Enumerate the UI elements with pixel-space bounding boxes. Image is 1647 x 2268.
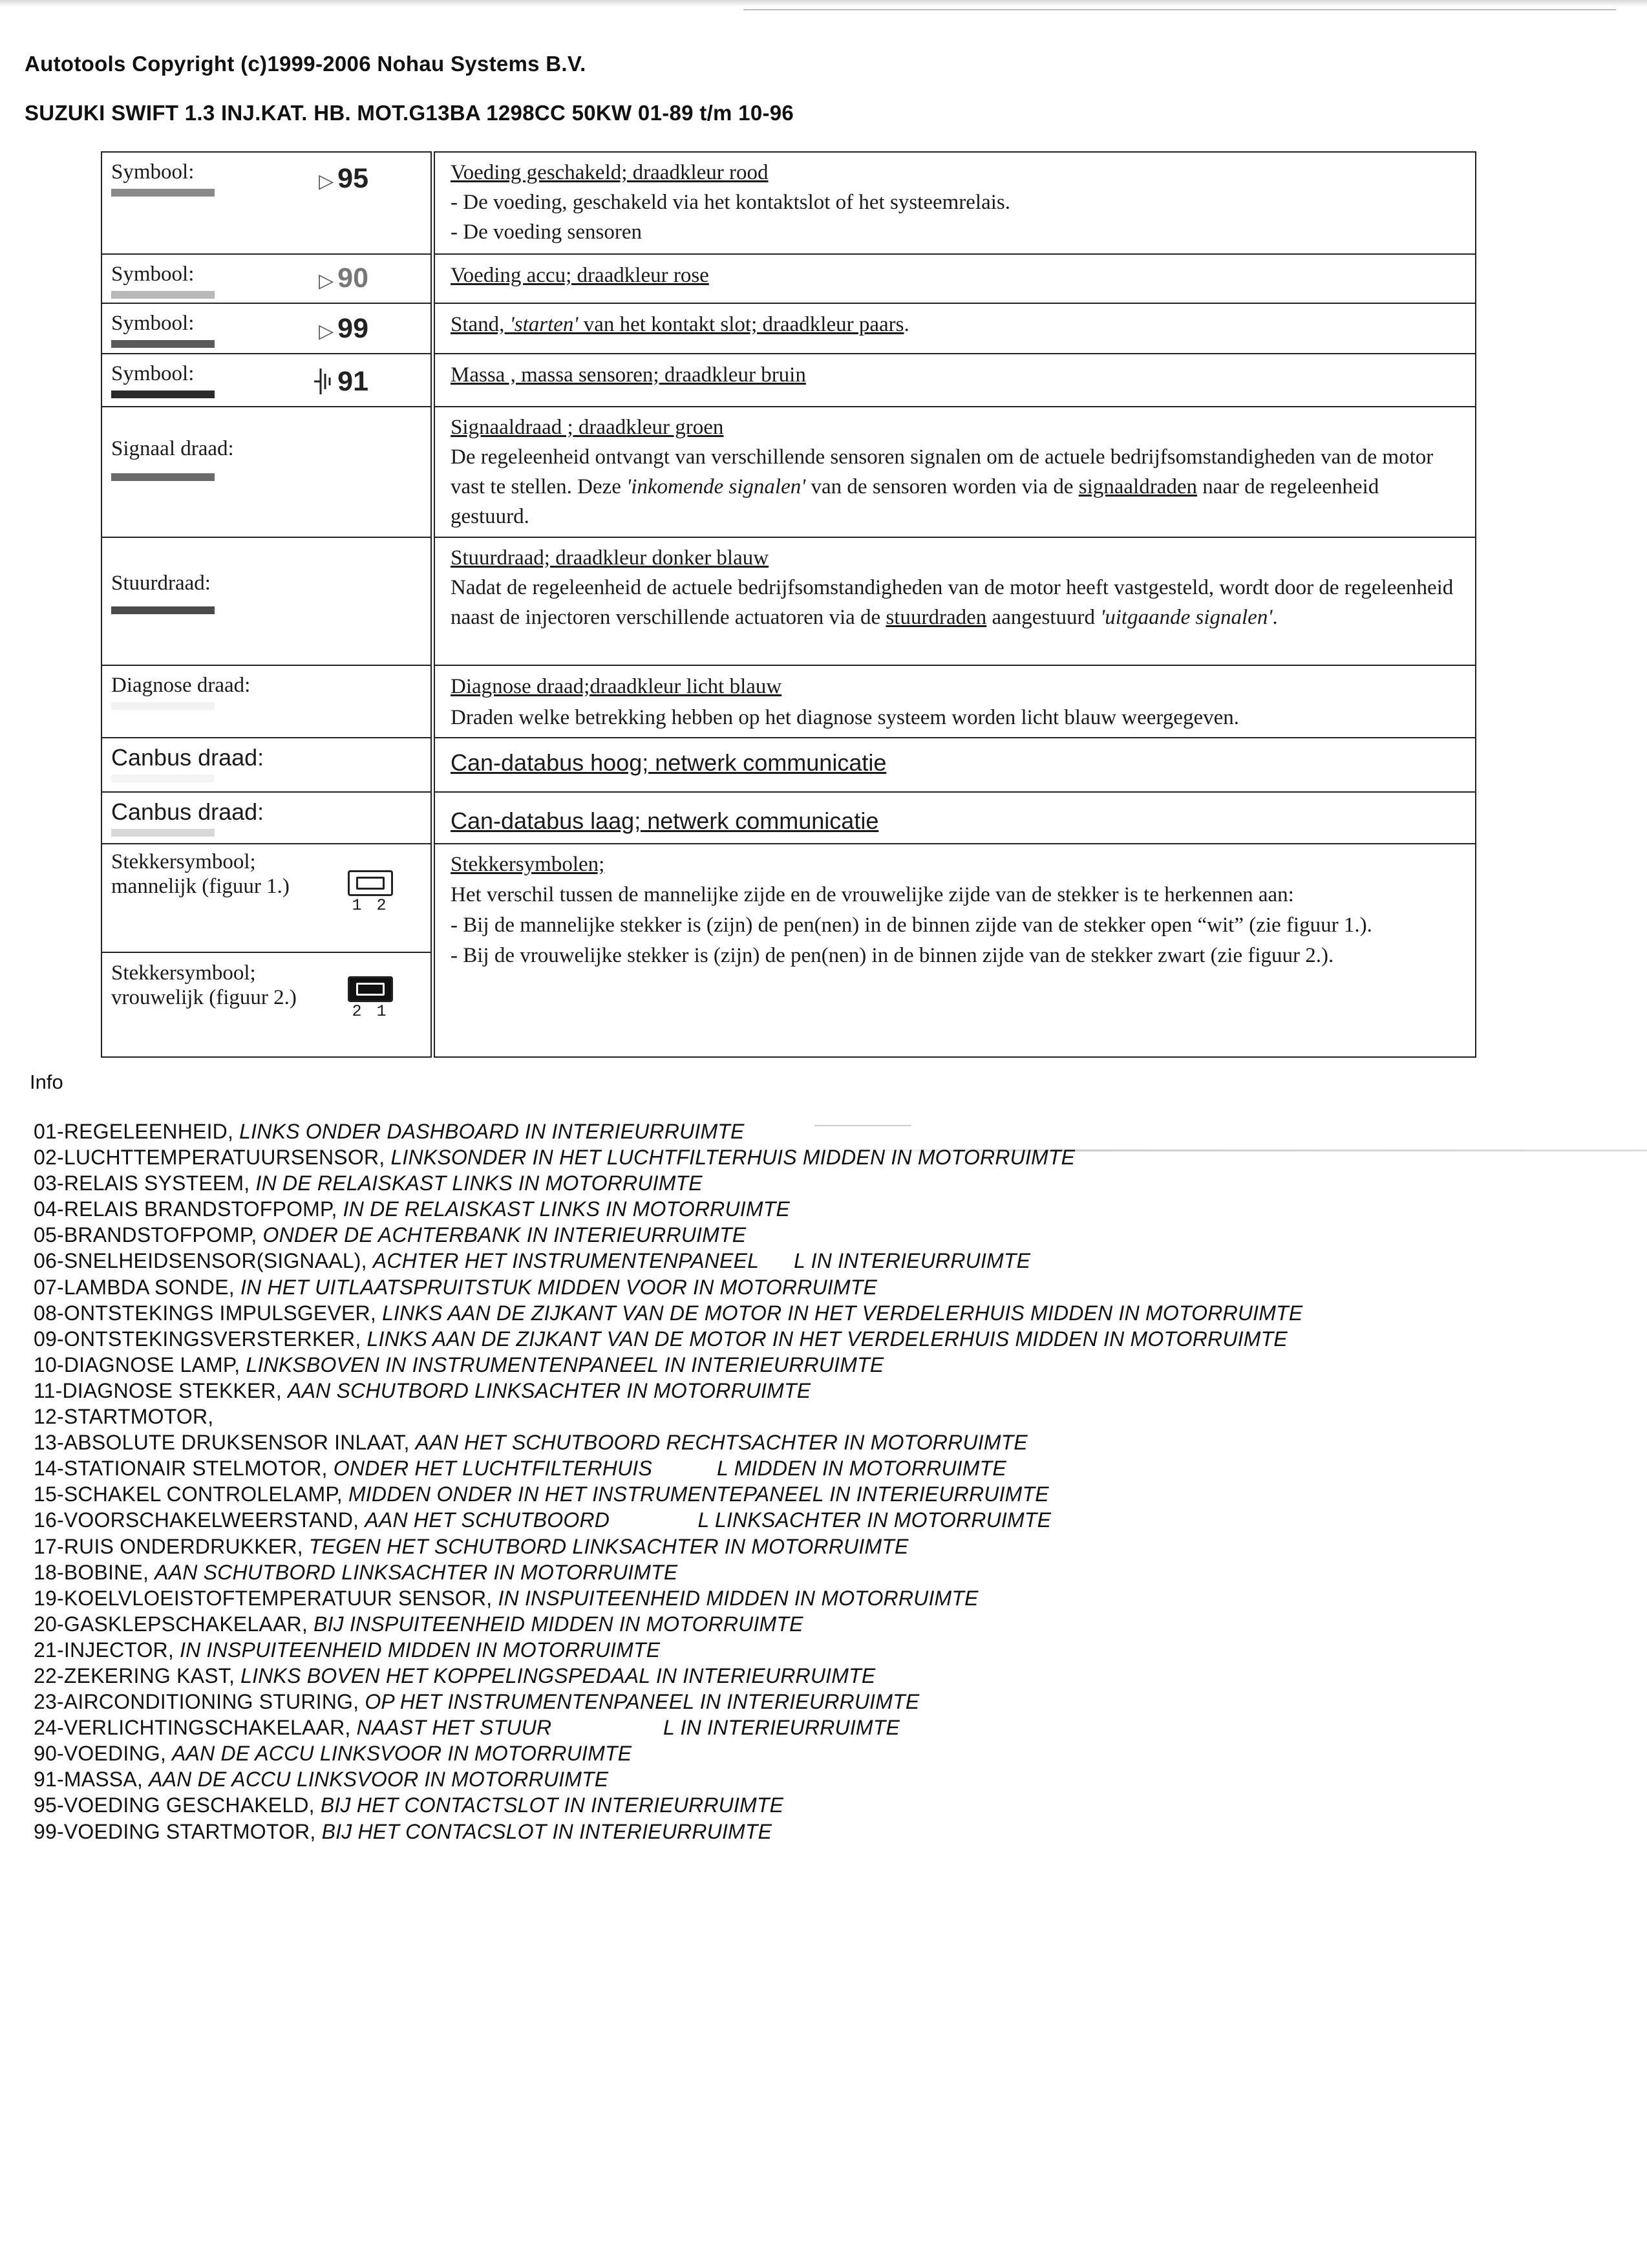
legend-row-control <box>101 537 1476 665</box>
list-item <box>34 1429 1302 1455</box>
wire-legend-table <box>101 151 1476 1058</box>
legend-text: - De voeding, geschakeld via het kontaktslot of het systeemrelais. <box>451 191 1011 214</box>
color-swatch-purple <box>111 340 215 348</box>
component-location: MIDDEN ONDER IN HET INSTRUMENTEPANEEL IN INTERIEURRUIMTE <box>348 1482 1049 1506</box>
list-item <box>34 1455 1302 1481</box>
legend-text: De regeleenheid ontvangt van verschillende sensoren signalen om de actuele bedrijfsomstandigheden van de motor vast te stellen. Deze 'inkomende signalen' van de sensoren worden via de signaaldraden naar de regeleenheid gestuurd. <box>451 445 1434 528</box>
component-name: 91-MASSA, <box>34 1768 149 1792</box>
component-location: ONDER HET LUCHTFILTERHUIS L MIDDEN IN MOTORRUIMTE <box>333 1457 1006 1481</box>
legend-row-90 <box>101 254 1476 303</box>
component-location: BIJ INSPUITEENHEID MIDDEN IN MOTORRUIMTE <box>313 1612 803 1636</box>
component-name: 13-ABSOLUTE DRUKSENSOR INLAAT, <box>34 1431 416 1455</box>
list-item <box>34 1689 1302 1715</box>
legend-label: Signaal draad: <box>111 437 234 460</box>
list-item <box>34 1740 1302 1766</box>
component-location: IN HET UITLAATSPRUITSTUK MIDDEN VOOR IN MOTORRUIMTE <box>240 1275 878 1299</box>
list-item <box>34 1352 1302 1378</box>
component-location: ACHTER HET INSTRUMENTENPANEEL L IN INTERIEURRUIMTE <box>372 1249 1031 1273</box>
color-swatch-red <box>111 189 215 197</box>
component-location: IN INSPUITEENHEID MIDDEN IN MOTORRUIMTE <box>498 1586 979 1610</box>
info-label: Info <box>30 1071 63 1093</box>
component-location: AAN HET SCHUTBOORD RECHTSACHTER IN MOTORRUIMTE <box>415 1431 1028 1455</box>
component-name: 02-LUCHTTEMPERATUURSENSOR, <box>34 1146 391 1170</box>
list-item <box>34 1481 1302 1507</box>
component-location: ONDER DE ACHTERBANK IN INTERIEURRUIMTE <box>262 1223 747 1247</box>
component-location: NAAST HET STUUR L IN INTERIEURRUIMTE <box>356 1716 900 1740</box>
scan-artifact-line <box>743 9 1616 10</box>
component-name: 14-STATIONAIR STELMOTOR, <box>34 1457 334 1481</box>
component-name: 24-VERLICHTINGSCHAKELAAR, <box>34 1716 357 1740</box>
arrow-icon: ▷ <box>319 321 334 342</box>
legend-label: Canbus draad: <box>111 744 264 771</box>
component-location: LINKSONDER IN HET LUCHTFILTERHUIS MIDDEN IN MOTORRUIMTE <box>390 1146 1076 1170</box>
list-item <box>34 1300 1302 1326</box>
component-location: BIJ HET CONTACTSLOT IN INTERIEURRUIMTE <box>320 1793 784 1817</box>
list-item <box>34 1715 1302 1740</box>
list-item <box>34 1534 1302 1559</box>
component-location: AAN SCHUTBORD LINKSACHTER IN MOTORRUIMTE <box>154 1560 678 1584</box>
component-name: 17-RUIS ONDERDRUKKER, <box>34 1534 309 1558</box>
male-plug-icon: 1 2 <box>346 870 394 914</box>
component-name: 23-AIRCONDITIONING STURING, <box>34 1690 365 1714</box>
list-item <box>34 1118 1302 1144</box>
component-location: IN DE RELAISKAST LINKS IN MOTORRUIMTE <box>343 1197 790 1221</box>
symbol-95: ▷ 95 <box>319 163 368 194</box>
legend-title: Stand, 'starten' van het kontakt slot; draadkleur paars <box>451 313 904 336</box>
legend-title: Stekkersymbolen; <box>451 853 605 876</box>
component-location: AAN HET SCHUTBOORD L LINKSACHTER IN MOTORRUIMTE <box>365 1508 1052 1532</box>
legend-row-can-low <box>101 792 1476 844</box>
legend-label: Canbus draad: <box>111 798 264 825</box>
legend-row-diagnose <box>101 665 1476 738</box>
component-name: 99-VOEDING STARTMOTOR, <box>34 1819 322 1843</box>
component-location: IN DE RELAISKAST LINKS IN MOTORRUIMTE <box>255 1171 703 1195</box>
component-name: 90-VOEDING, <box>34 1742 173 1766</box>
color-swatch-darkblue <box>111 606 215 614</box>
component-name: 21-INJECTOR, <box>34 1638 180 1662</box>
legend-label: Stuurdraad: <box>111 572 211 595</box>
component-location: BIJ HET CONTACSLOT IN INTERIEURRUIMTE <box>321 1819 772 1843</box>
list-item <box>34 1792 1302 1818</box>
component-location: LINKS ONDER DASHBOARD IN INTERIEURRUIMTE <box>239 1120 745 1143</box>
legend-text: - Bij de mannelijke stekker is (zijn) de pen(nen) in de binnen zijde van de stekker open “wit” (zie figuur 1.). <box>451 914 1372 937</box>
ground-icon <box>313 366 332 397</box>
legend-title: Can-databus laag; netwerk communicatie <box>451 808 879 834</box>
component-location: AAN DE ACCU LINKSVOOR IN MOTORRUIMTE <box>149 1768 609 1792</box>
legend-row-can-high <box>101 738 1476 792</box>
list-item <box>34 1378 1302 1404</box>
legend-row-99: Symbool: ▷ 99 Stand, 'starten' van het kontakt slot; draadkleur paars. <box>101 303 1476 354</box>
component-location: IN INSPUITEENHEID MIDDEN IN MOTORRUIMTE <box>180 1638 661 1662</box>
component-name: 16-VOORSCHAKELWEERSTAND, <box>34 1508 365 1532</box>
list-item <box>34 1196 1302 1222</box>
legend-text: Draden welke betrekking hebben op het diagnose systeem worden licht blauw weergegeven. <box>451 706 1239 729</box>
legend-text: Nadat de regeleenheid de actuele bedrijfsomstandigheden van de motor heeft vastgesteld, wordt door de regeleenheid naast de injectoren verschillende actuatoren via de stuurdraden aangestuurd 'uitgaande signalen'. <box>451 576 1454 629</box>
legend-title: Signaaldraad ; draadkleur groen <box>451 416 724 439</box>
legend-text: - Bij de vrouwelijke stekker is (zijn) de pen(nen) in de binnen zijde van de stekker zwart (zie figuur 2.). <box>451 944 1334 967</box>
component-location: TEGEN HET SCHUTBORD LINKSACHTER IN MOTORRUIMTE <box>308 1534 909 1558</box>
scan-edge <box>0 0 1647 6</box>
list-item <box>34 1144 1302 1170</box>
component-name: 19-KOELVLOEISTOFTEMPERATUUR SENSOR, <box>34 1586 498 1610</box>
list-item <box>34 1222 1302 1248</box>
component-name: 12-STARTMOTOR, <box>34 1405 220 1429</box>
color-swatch-can-low <box>111 829 215 837</box>
component-location: AAN SCHUTBORD LINKSACHTER IN MOTORRUIMTE <box>288 1378 811 1402</box>
legend-title: Voeding geschakeld; draadkleur rood <box>451 161 769 184</box>
symbol-90: ▷ 90 <box>319 262 368 294</box>
legend-label: Symbool: <box>111 160 195 184</box>
legend-label: Diagnose draad: <box>111 674 251 697</box>
vehicle-header: SUZUKI SWIFT 1.3 INJ.KAT. HB. MOT.G13BA 1298CC 50KW 01-89 t/m 10-96 <box>25 101 794 125</box>
male-plug-cell <box>102 844 430 953</box>
legend-title: Massa , massa sensoren; draadkleur bruin <box>451 363 806 387</box>
component-name: 06-SNELHEIDSENSOR(SIGNAAL), <box>34 1249 373 1273</box>
legend-row-91 <box>101 354 1476 407</box>
color-swatch-pink <box>111 291 215 299</box>
list-item <box>34 1637 1302 1663</box>
legend-row-plug-symbols <box>101 844 1476 1057</box>
symbol-99: ▷ 99 <box>319 313 368 344</box>
list-item <box>34 1326 1302 1352</box>
female-plug-cell <box>102 953 430 1056</box>
list-item <box>34 1248 1302 1274</box>
component-name: 20-GASKLEPSCHAKELAAR, <box>34 1612 314 1636</box>
copyright-header: Autotools Copyright (c)1999-2006 Nohau Systems B.V. <box>25 52 586 76</box>
component-name: 18-BOBINE, <box>34 1560 155 1584</box>
legend-label: Symbool: <box>111 312 195 335</box>
legend-row-signal <box>101 407 1476 537</box>
legend-label: Stekkersymbool; mannelijk (figuur 1.) <box>111 850 290 898</box>
list-item <box>34 1507 1302 1533</box>
list-item <box>34 1766 1302 1792</box>
component-name: 09-ONTSTEKINGSVERSTERKER, <box>34 1327 367 1351</box>
legend-text: Het verschil tussen de mannelijke zijde en de vrouwelijke zijde van de stekker is te herkennen aan: <box>451 883 1294 906</box>
component-name: 11-DIAGNOSE STEKKER, <box>34 1378 288 1402</box>
list-item <box>34 1585 1302 1611</box>
component-name: 22-ZEKERING KAST, <box>34 1664 241 1687</box>
component-name: 04-RELAIS BRANDSTOFPOMP, <box>34 1197 343 1221</box>
component-name: 95-VOEDING GESCHAKELD, <box>34 1793 321 1817</box>
component-location: LINKS AAN DE ZIJKANT VAN DE MOTOR IN HET VERDELERHUIS MIDDEN IN MOTORRUIMTE <box>367 1327 1288 1351</box>
component-name: 10-DIAGNOSE LAMP, <box>34 1353 246 1376</box>
list-item <box>34 1404 1302 1429</box>
list-item <box>34 1611 1302 1637</box>
legend-title: Voeding accu; draadkleur rose <box>451 264 709 287</box>
legend-title: Stuurdraad; draadkleur donker blauw <box>451 546 769 570</box>
legend-title: Can-databus hoog; netwerk communicatie <box>451 749 887 776</box>
component-location: OP HET INSTRUMENTENPANEEL IN INTERIEURRUIMTE <box>365 1690 920 1714</box>
component-location-list <box>34 1118 1302 1845</box>
arrow-icon: ▷ <box>319 270 334 292</box>
legend-label: Symbool: <box>111 362 195 385</box>
color-swatch-green <box>111 473 215 481</box>
component-name: 05-BRANDSTOFPOMP, <box>34 1223 263 1247</box>
list-item <box>34 1274 1302 1300</box>
arrow-icon: ▷ <box>319 171 334 192</box>
list-item <box>34 1559 1302 1585</box>
component-name: 01-REGELEENHEID, <box>34 1120 240 1143</box>
component-name: 07-LAMBDA SONDE, <box>34 1275 240 1299</box>
legend-label: Symbool: <box>111 262 195 286</box>
legend-label: Stekkersymbool; vrouwelijk (figuur 2.) <box>111 961 297 1009</box>
legend-row-95 <box>101 152 1476 254</box>
legend-title: Diagnose draad;draadkleur licht blauw <box>451 675 782 698</box>
list-item <box>34 1170 1302 1196</box>
color-swatch-can-high <box>111 775 215 782</box>
symbol-91: 91 <box>313 366 368 398</box>
component-name: 03-RELAIS SYSTEEM, <box>34 1171 256 1195</box>
component-name: 08-ONTSTEKINGS IMPULSGEVER, <box>34 1301 383 1325</box>
component-location: LINKS AAN DE ZIJKANT VAN DE MOTOR IN HET VERDELERHUIS MIDDEN IN MOTORRUIMTE <box>382 1301 1303 1325</box>
component-location: LINKSBOVEN IN INSTRUMENTENPANEEL IN INTERIEURRUIMTE <box>246 1353 884 1376</box>
color-swatch-lightblue <box>111 702 215 710</box>
component-location: AAN DE ACCU LINKSVOOR IN MOTORRUIMTE <box>172 1742 632 1766</box>
component-name: 15-SCHAKEL CONTROLELAMP, <box>34 1482 348 1506</box>
list-item <box>34 1663 1302 1689</box>
color-swatch-brown <box>111 390 215 398</box>
legend-text: - De voeding sensoren <box>451 220 643 244</box>
component-location: LINKS BOVEN HET KOPPELINGSPEDAAL IN INTERIEURRUIMTE <box>240 1664 876 1687</box>
list-item <box>34 1819 1302 1845</box>
female-plug-icon: 2 1 <box>346 976 394 1020</box>
